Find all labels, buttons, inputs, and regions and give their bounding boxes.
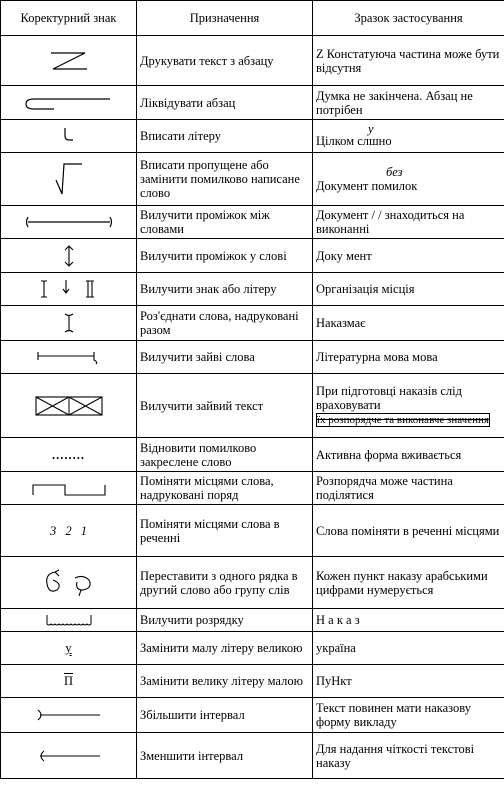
table-row [1,733,504,779]
symbol-cell [1,153,137,206]
close-gap-icon [62,245,76,267]
example-cell: ПуНкт [313,665,504,698]
meaning-cell: Вилучити розрядку [137,609,313,632]
example-cell: Н а к а з [313,609,504,632]
insert-letter-icon [59,126,79,146]
table-row [1,374,504,438]
example-cell [313,153,504,206]
meaning-cell: Вилучити зайві слова [137,341,313,374]
table-row [1,86,504,120]
meaning-cell: Зменшити інтервал [137,733,313,779]
meaning-cell: Вписати пропущене або замінити помилково написане слово [137,153,313,206]
delete-letter-icon [34,278,104,300]
header-symbol: Коректурний знак [1,1,137,36]
reorder-icon: 3 2 1 [50,523,87,538]
table-row [1,341,504,374]
meaning-cell: Друкувати текст з абзацу [137,36,313,86]
table-row [1,698,504,733]
table-header-row [1,1,504,36]
paragraph-join-icon [24,95,114,111]
table-row [1,665,504,698]
example-cell: Доку мент [313,239,504,273]
example-text: Документ помилок [316,179,418,193]
example-text: При підготовці наказів слід враховувати [316,384,462,412]
meaning-cell: Вписати літеру [137,120,313,153]
symbol-cell [1,273,137,306]
meaning-cell: Ліквідувати абзац [137,86,313,120]
remove-spacing-icon [44,613,94,627]
meaning-cell: Вилучити зайвий текст [137,374,313,438]
meaning-cell: Замінити велику літеру малою [137,665,313,698]
table-row [1,306,504,341]
symbol-cell [1,374,137,438]
example-cell: Документ / / знаходиться на виконанні [313,206,504,239]
table-row [1,557,504,609]
example-mark: у [368,122,374,136]
table-row [1,153,504,206]
restore-icon: ........ [52,447,85,462]
example-text: Цілком слшно [316,134,392,148]
symbol-cell [1,206,137,239]
example-cell: Наказмає [313,306,504,341]
example-cell: Текст повинен мати наказову форму викладу [313,698,504,733]
example-cell: україна [313,632,504,665]
swap-words-icon [29,479,109,497]
increase-spacing-icon [34,707,104,723]
example-cell: Активна форма вживається [313,438,504,472]
symbol-cell [1,86,137,120]
meaning-cell: Поміняти місцями слова в реченні [137,505,313,557]
symbol-cell [1,665,137,698]
example-mark: без [386,165,403,179]
table-row [1,609,504,632]
capitalize-icon: у [65,641,72,655]
split-word-icon [62,312,76,334]
table-row [1,239,504,273]
delete-text-icon [34,394,104,418]
lowercase-icon: П [63,674,74,688]
table-row [1,120,504,153]
header-example: Зразок застосування [313,1,504,36]
z-mark-icon [49,51,89,71]
example-cell: Слова поміняти в реченні місцями [313,505,504,557]
symbol-cell [1,733,137,779]
delete-words-icon [34,349,104,365]
meaning-cell: Вилучити проміжок між словами [137,206,313,239]
table-row [1,472,504,505]
example-cell [313,374,504,438]
symbol-cell [1,239,137,273]
table-row [1,632,504,665]
example-cell [313,120,504,153]
meaning-cell: Роз'єднати слова, надруковані разом [137,306,313,341]
symbol-cell [1,306,137,341]
example-struck: їх розпорядче та виконавче значення [317,414,489,426]
symbol-cell [1,472,137,505]
meaning-cell: Переставити з одного рядка в другий слово або групу слів [137,557,313,609]
decrease-spacing-icon [34,748,104,764]
header-meaning: Призначення [137,1,313,36]
example-cell: Літературна мова мова [313,341,504,374]
table-row [1,438,504,472]
example-cell [313,36,504,86]
meaning-cell: Вилучити проміжок у слові [137,239,313,273]
example-mark: Z [316,46,324,61]
example-cell: Думка не закінчена. Абзац не потрібен [313,86,504,120]
table-row [1,505,504,557]
example-cell: Розпорядча може частина поділятися [313,472,504,505]
symbol-cell [1,36,137,86]
symbol-cell [1,438,137,472]
table-row [1,206,504,239]
symbol-cell [1,557,137,609]
meaning-cell: Збільшити інтервал [137,698,313,733]
insert-word-icon [54,162,84,196]
table-row [1,36,504,86]
symbol-cell [1,698,137,733]
table-row [1,273,504,306]
symbol-cell [1,505,137,557]
example-text: Констатуюча частина може бути відсутня [316,46,500,75]
example-cell: Кожен пункт наказу арабськими цифрами нумерується [313,557,504,609]
example-cell: Організація місція [313,273,504,306]
move-line-icon [39,568,99,598]
symbol-cell [1,632,137,665]
meaning-cell: Відновити помилково закреслене слово [137,438,313,472]
symbol-cell [1,341,137,374]
meaning-cell: Вилучити знак або літеру [137,273,313,306]
symbol-cell [1,120,137,153]
space-insert-icon [24,215,114,229]
meaning-cell: Поміняти місцями слова, надруковані поряд [137,472,313,505]
example-cell: Для надання чіткості текстові наказу [313,733,504,779]
symbol-cell [1,609,137,632]
meaning-cell: Замінити малу літеру великою [137,632,313,665]
